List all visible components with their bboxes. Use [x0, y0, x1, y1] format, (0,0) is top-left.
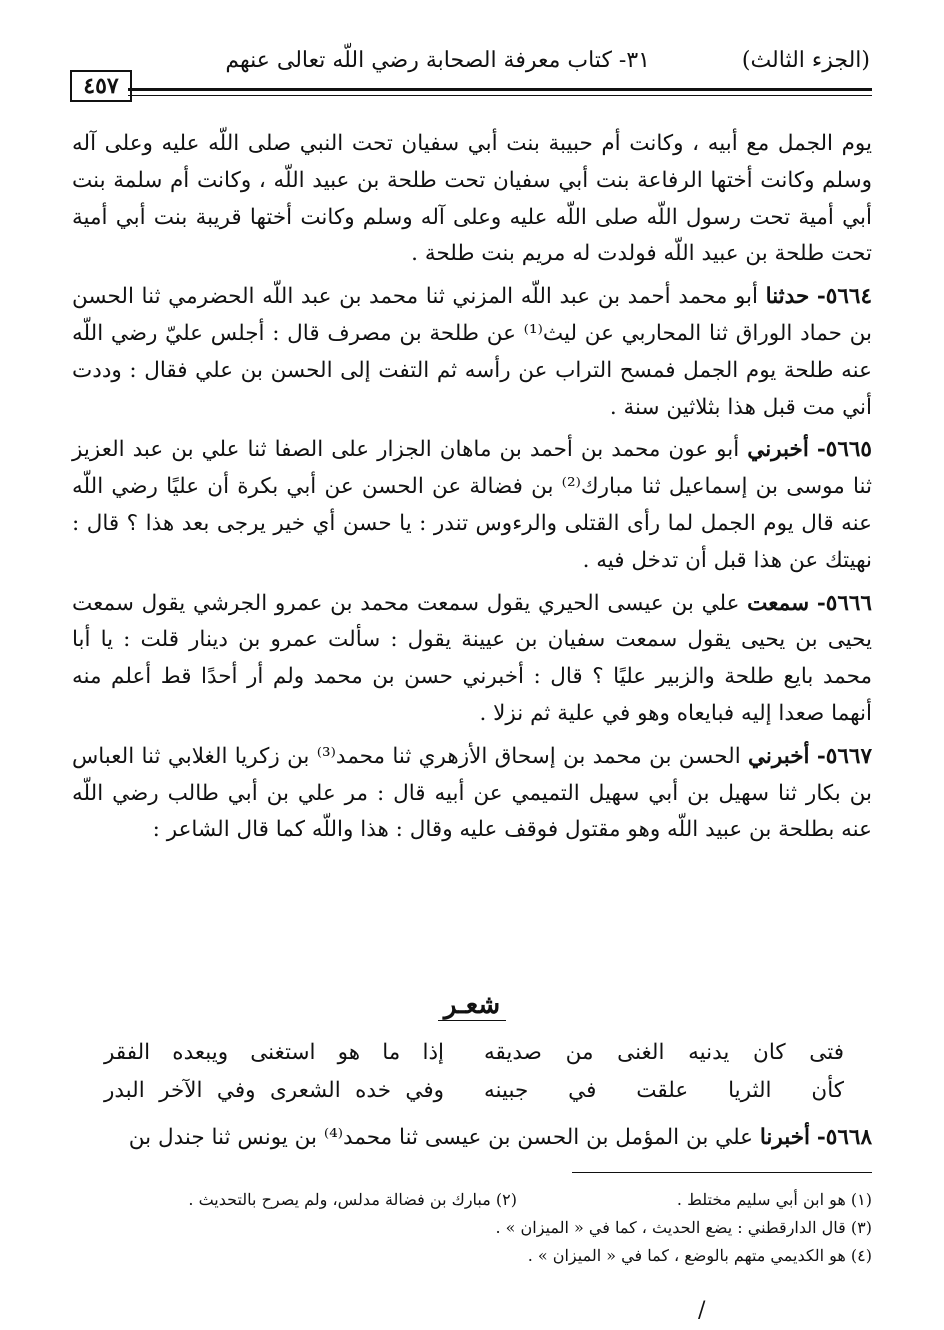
running-header	[70, 48, 870, 78]
footnote-text: قال الدارقطني : يضع الحديث ، كما في « الميزان » .	[495, 1218, 846, 1237]
footnote-text: هو ابن أبي سليم مختلط .	[676, 1190, 846, 1209]
margin-mark: /	[698, 1298, 706, 1323]
footnote-1	[677, 1186, 872, 1214]
hadith-keyword: سمعت	[747, 590, 810, 616]
footnote-text: هو الكديمي متهم بالوضع ، كما في « الميزان » .	[527, 1246, 846, 1265]
hadith-5665	[72, 432, 872, 579]
paragraph-continuation	[72, 126, 872, 273]
verse-second-hemistich: وفي خده الشعرى وفي الآخر البدر	[104, 1078, 444, 1103]
poem-title: شعـر	[438, 990, 506, 1021]
hadith-5667	[72, 739, 872, 849]
hadith-number: ٥٦٦٧-	[816, 743, 872, 769]
verse-second-hemistich: إذا ما هو استغنى ويبعده الفقر	[104, 1040, 444, 1065]
poem-verse	[104, 1078, 844, 1110]
header-rule-thin	[128, 95, 872, 96]
footnote-label: (١)	[850, 1190, 872, 1209]
footnote-label: (٤)	[850, 1246, 872, 1265]
footnote-row	[72, 1186, 872, 1214]
hadith-keyword: أخبرني	[747, 437, 809, 463]
hadith-number: ٥٦٦٤-	[816, 284, 872, 310]
hadith-text: أبو عون محمد بن أحمد بن ماهان الجزار على الصفا ثنا علي بن عبد العزيز ثنا موسى بن إسماعيل ثنا مبارك⁽²⁾ بن فضالة عن الحسن عن أبي بكرة أن عليًا رضي اللّه عنه قال يوم الجمل لما رأى القتلى والرءوس تندر : يا حسن أي خير يرجى بعد هذا ؟ قال : نهيتك عن هذا قبل أن تدخل فيه .	[72, 437, 872, 573]
hadith-5664	[72, 279, 872, 426]
footnote-label: (٢)	[495, 1190, 517, 1209]
chapter-title: ٣١- كتاب معرفة الصحابة رضي اللّه تعالى عنهم	[225, 48, 650, 73]
hadith-text: الحسن بن محمد بن إسحاق الأزهري ثنا محمد⁽³⁾ بن زكريا الغلابي ثنا العباس بن بكار ثنا سهيل بن أبي سهيل التميمي عن أبيه قال : مر علي بن أبي طالب رضي اللّه عنه بطلحة بن عبيد اللّه وهو مقتول فوقف عليه وقال : هذا واللّه كما قال الشاعر :	[72, 743, 872, 843]
hadith-keyword: أخبرني	[748, 743, 810, 769]
footnote-label: (٣)	[850, 1218, 872, 1237]
footnote-4	[72, 1242, 872, 1270]
footnotes	[72, 1186, 872, 1270]
hadith-keyword: أخبرنا	[759, 1125, 811, 1150]
volume-label: (الجزء الثالث)	[741, 48, 870, 73]
poem-verse	[104, 1040, 844, 1072]
footnote-3	[72, 1214, 872, 1242]
main-text	[72, 126, 872, 855]
page-number: ٤٥٧	[70, 70, 132, 102]
footnote-separator	[572, 1172, 872, 1173]
verse-first-hemistich: فتى كان يدنيه الغنى من صديقه	[484, 1040, 844, 1065]
hadith-5668	[72, 1125, 872, 1150]
hadith-text: علي بن عيسى الحيري يقول سمعت محمد بن عمرو الجرشي يقول سمعت يحيى بن يحيى يقول سمعت سفيان بن عيينة يقول : سألت عمرو بن دينار قلت : يا أبا محمد بايع طلحة والزبير عليًا ؟ قال : أخبرني حسن بن محمد ولم أر أحدًا قط أعلم منه أنهما صعدا إليه فبايعاه وهو في علية ثم نزلا .	[72, 590, 872, 726]
hadith-text: أبو محمد أحمد بن عبد اللّه المزني ثنا محمد بن عبد اللّه الحضرمي ثنا الحسن بن حماد الوراق ثنا المحاربي عن ليث⁽¹⁾ عن طلحة بن مصرف قال : أجلس عليّ رضي اللّه عنه طلحة يوم الجمل فمسح التراب عن رأسه ثم التفت إلى الحسن بن علي فقال : وددت أني مت قبل هذا بثلاثين سنة .	[72, 284, 872, 420]
footnote-2	[188, 1186, 517, 1214]
hadith-number: ٥٦٦٨-	[816, 1125, 872, 1150]
hadith-text: علي بن المؤمل بن الحسن بن عيسى ثنا محمد⁽⁴⁾ بن يونس ثنا جندل بن	[128, 1125, 754, 1150]
footnote-text: مبارك بن فضالة مدلس، ولم يصرح بالتحديث .	[188, 1190, 491, 1209]
hadith-number: ٥٦٦٦-	[816, 590, 872, 616]
poem-heading	[0, 990, 944, 1020]
hadith-5666	[72, 586, 872, 733]
hadith-keyword: حدثنا	[765, 284, 810, 310]
verse-first-hemistich: كأن الثريا علقت في جبينه	[484, 1078, 844, 1103]
paragraph-text: يوم الجمل مع أبيه ، وكانت أم حبيبة بنت أبي سفيان تحت النبي صلى اللّه عليه وعلى آله وسلم وكانت أختها الرفاعة بنت أبي سفيان تحت طلحة بن عبيد اللّه ، وكانت أم سلمة بنت أبي أمية تحت رسول اللّه صلى اللّه عليه وعلى آله وسلم وكانت أختها قريبة بنت أبي أمية تحت طلحة بن عبيد اللّه فولدت له مريم بنت طلحة .	[72, 131, 872, 267]
hadith-number: ٥٦٦٥-	[816, 437, 872, 463]
header-rule-thick	[128, 88, 872, 91]
